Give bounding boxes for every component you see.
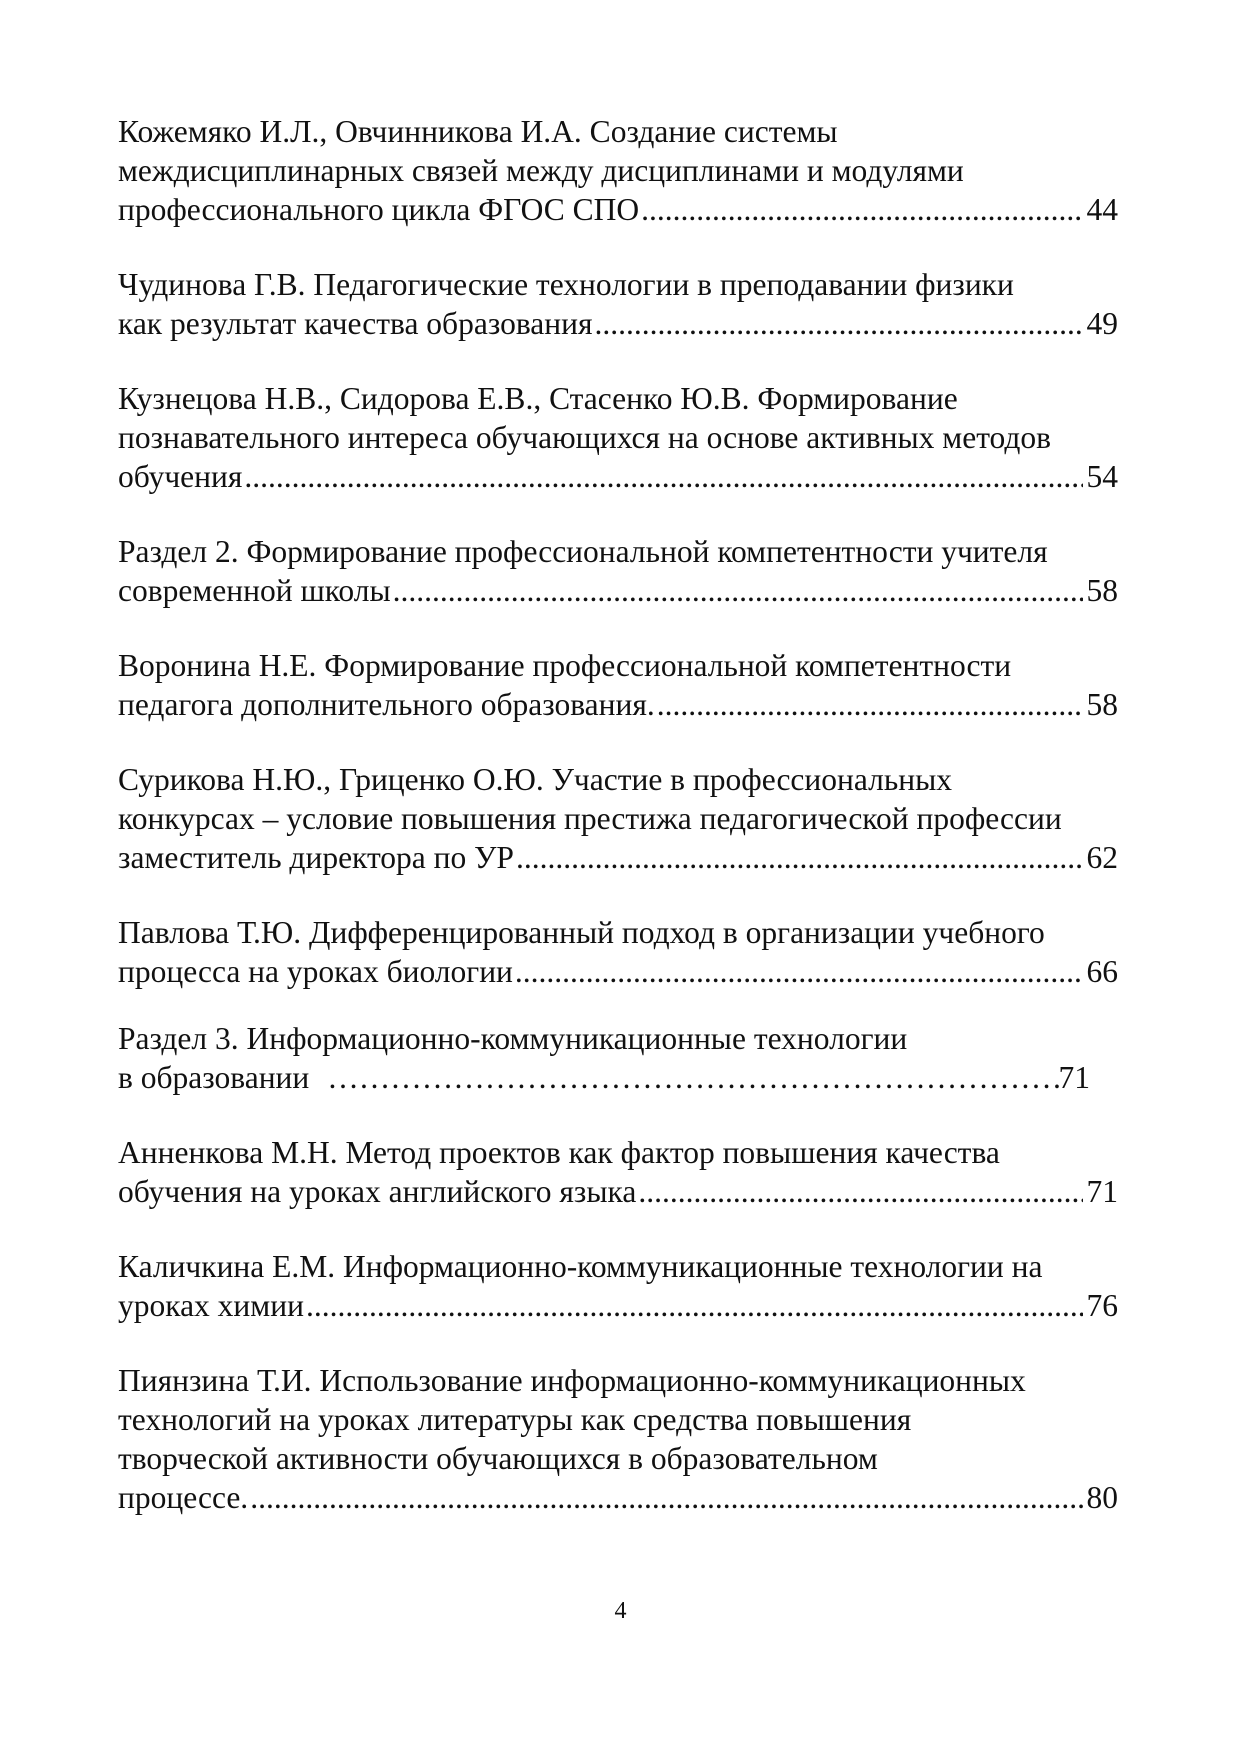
page-number: 4 — [614, 1598, 627, 1624]
entry-last-line — [118, 304, 1118, 343]
dot-leader — [641, 190, 1082, 229]
entry-last-line — [118, 1058, 1118, 1097]
entry-page-number: 76 — [1086, 1288, 1118, 1323]
toc-entry — [118, 1247, 1118, 1325]
dot-leader — [306, 1286, 1083, 1325]
entry-page-number: 58 — [1086, 687, 1118, 722]
dot-leader — [244, 457, 1082, 496]
toc-entry — [118, 112, 1118, 229]
entry-title-tail: как результат качества образования — [118, 306, 593, 341]
entry-title-line: Анненкова М.Н. Метод проектов как фактор повышения качества — [118, 1135, 1000, 1170]
entry-page-number: 71 — [1058, 1060, 1090, 1095]
entry-title-line: Воронина Н.Е. Формирование профессиональной компетентности — [118, 648, 1012, 683]
toc-entry — [118, 760, 1118, 877]
entry-title-tail: в образовании — [118, 1060, 310, 1095]
dot-leader — [250, 1478, 1082, 1517]
entry-page-number: 80 — [1086, 1480, 1118, 1515]
dot-leader — [515, 952, 1083, 991]
entry-title-line: Раздел 3. Информационно-коммуникационные технологии — [118, 1021, 908, 1056]
entry-title-tail: обучения — [118, 459, 243, 494]
dot-leader — [516, 838, 1083, 877]
entry-title-line: конкурсах – условие повышения престижа педагогической профессии — [118, 801, 1062, 836]
toc-entry — [118, 1019, 1118, 1097]
entry-title-line: технологий на уроках литературы как средства повышения — [118, 1402, 912, 1437]
toc-entry — [118, 913, 1118, 991]
entry-title-line: Кожемяко И.Л., Овчинникова И.А. Создание системы — [118, 114, 838, 149]
entry-title-line: Каличкина Е.М. Информационно-коммуникационные технологии на — [118, 1249, 1043, 1284]
entry-last-line — [118, 838, 1118, 877]
entry-title-line: Кузнецова Н.В., Сидорова Е.В., Стасенко Ю.В. Формирование — [118, 381, 958, 416]
entry-last-line — [118, 1172, 1118, 1211]
toc-entry — [118, 265, 1118, 343]
entry-page-number: 49 — [1086, 306, 1118, 341]
entry-title-line: Сурикова Н.Ю., Гриценко О.Ю. Участие в профессиональных — [118, 762, 952, 797]
toc-entry — [118, 646, 1118, 724]
dot-leader — [657, 685, 1083, 724]
table-of-contents — [118, 112, 1118, 1553]
entry-title-tail: профессионального цикла ФГОС СПО — [118, 192, 640, 227]
entry-title-line: междисциплинарных связей между дисциплинами и модулями — [118, 153, 964, 188]
entry-last-line — [118, 952, 1118, 991]
entry-last-line — [118, 685, 1118, 724]
entry-title-line: Чудинова Г.В. Педагогические технологии в преподавании физики — [118, 267, 1014, 302]
entry-title-line: Раздел 2. Формирование профессиональной компетентности учителя — [118, 534, 1048, 569]
dot-leader — [594, 304, 1082, 343]
entry-title-line: Павлова Т.Ю. Дифференцированный подход в организации учебного — [118, 915, 1045, 950]
toc-entry — [118, 1361, 1118, 1517]
entry-title-tail: обучения на уроках английского языка — [118, 1174, 637, 1209]
entry-page-number: 44 — [1086, 192, 1118, 227]
entry-last-line — [118, 1286, 1118, 1325]
entry-title-line: Пиянзина Т.И. Использование информационно-коммуникационных — [118, 1363, 1026, 1398]
entry-last-line — [118, 571, 1118, 610]
dot-leader — [327, 1058, 1058, 1097]
entry-title-tail: процесса на уроках биологии — [118, 954, 513, 989]
entry-page-number: 62 — [1086, 840, 1118, 875]
entry-last-line — [118, 457, 1118, 496]
entry-title-tail: педагога дополнительного образования. — [118, 687, 655, 722]
entry-page-number: 54 — [1086, 459, 1118, 494]
entry-page-number: 58 — [1086, 573, 1118, 608]
entry-title-line: творческой активности обучающихся в образовательном — [118, 1441, 878, 1476]
toc-entry — [118, 379, 1118, 496]
dot-leader — [638, 1172, 1082, 1211]
entry-page-number: 71 — [1086, 1174, 1118, 1209]
entry-title-tail: заместитель директора по УР — [118, 840, 514, 875]
dot-leader — [393, 571, 1083, 610]
toc-entry — [118, 1133, 1118, 1211]
toc-entry — [118, 532, 1118, 610]
entry-title-tail: процессе. — [118, 1480, 249, 1515]
entry-last-line — [118, 190, 1118, 229]
entry-title-line: познавательного интереса обучающихся на основе активных методов — [118, 420, 1052, 455]
entry-last-line — [118, 1478, 1118, 1517]
entry-title-tail: уроках химии — [118, 1288, 304, 1323]
entry-title-tail: современной школы — [118, 573, 391, 608]
entry-page-number: 66 — [1086, 954, 1118, 989]
